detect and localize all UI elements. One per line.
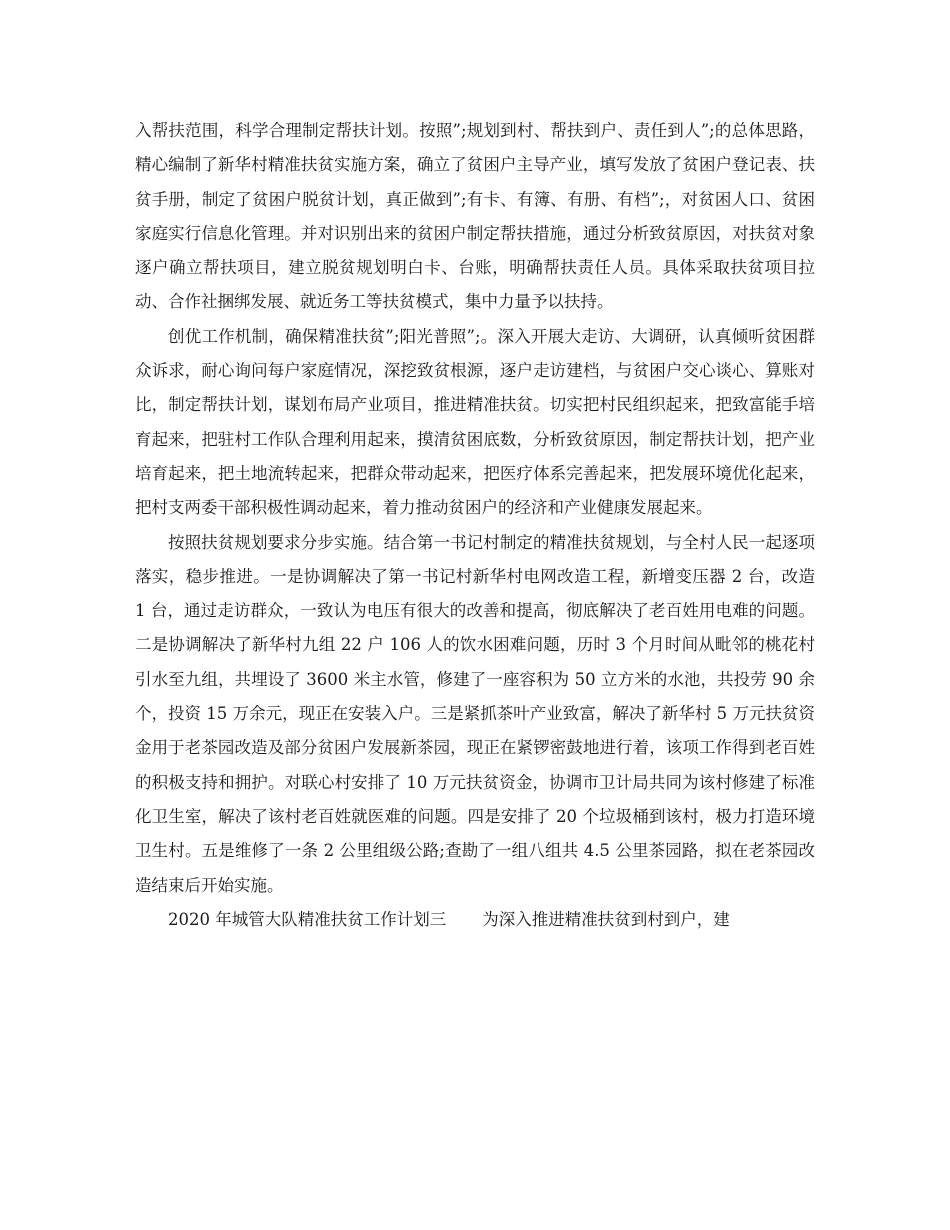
paragraph-1: 入帮扶范围，科学合理制定帮扶计划。按照”;规划到村、帮扶到户、责任到人”;的总体思路，精心编制了新华村精准扶贫实施方案，确立了贫困户主导产业，填写发放了贫困户登记表、扶贫手册，制定了贫困户脱贫计划，真正做到”;有卡、有簿、有册、有档”;，对贫困人口、贫困家庭实行信息化管理。并对识别出来的贫困户制定帮扶措施，通过分析致贫原因，对扶贫对象逐户确立帮扶项目，建立脱贫规划明白卡、台账，明确帮扶责任人员。具体采取扶贫项目拉动、合作社捆绑发展、就近务工等扶贫模式，集中力量予以扶持。 [135,121,815,312]
paragraph-3: 按照扶贫规划要求分步实施。结合第一书记村制定的精准扶贫规划，与全村人民一起逐项落实，稳步推进。一是协调解决了第一书记村新华村电网改造工程，新增变压器 2 台，改造 1 台，通过走访群众，一致认为电压有很大的改善和提高，彻底解决了老百姓用电难的问题。二是协调解决了新华村九组 22 户 106 人的饮水困难问题，历时 3 个月时间从毗邻的桃花村引水至九组，共埋设了 3600 米主水管，修建了一座容积为 50 立方米的水池，共投劳 90 余个，投资 15 万余元，现正在安装入户。三是紧抓茶叶产业致富，解决了新华村 5 万元扶贫资金用于老茶园改造及部分贫困户发展新茶园，现正在紧锣密鼓地进行着，该项工作得到老百姓的积极支持和拥护。对联心村安排了 10 万元扶贫资金，协调市卫计局共同为该村修建了标准化卫生室，解决了该村老百姓就医难的问题。四是安排了 20 个垃圾桶到该村，极力打造环境卫生村。五是维修了一条 2 公里组级公路;查勘了一组八组共 4.5 公里茶园路，拟在老茶园改造结束后开始实施。 [135,532,815,895]
document-body [135,114,815,937]
paragraph-2: 创优工作机制，确保精准扶贫”;阳光普照”;。深入开展大走访、大调研，认真倾听贫困群众诉求，耐心询问每户家庭情况，深挖致贫根源，逐户走访建档，与贫困户交心谈心、算账对比，制定帮扶计划，谋划布局产业项目，推进精准扶贫。切实把村民组织起来，把致富能手培育起来，把驻村工作队合理利用起来，摸清贫困底数，分析致贫原因，制定帮扶计划，把产业培育起来，把土地流转起来，把群众带动起来，把医疗体系完善起来，把发展环境优化起来，把村支两委干部积极性调动起来，着力推动贫困户的经济和产业健康发展起来。 [135,326,815,518]
plan-heading: 2020 年城管大队精准扶贫工作计划三 [168,909,447,929]
paragraph-4 [135,903,815,937]
paragraph-4-text: 为深入推进精准扶贫到村到户，建 [482,909,730,929]
